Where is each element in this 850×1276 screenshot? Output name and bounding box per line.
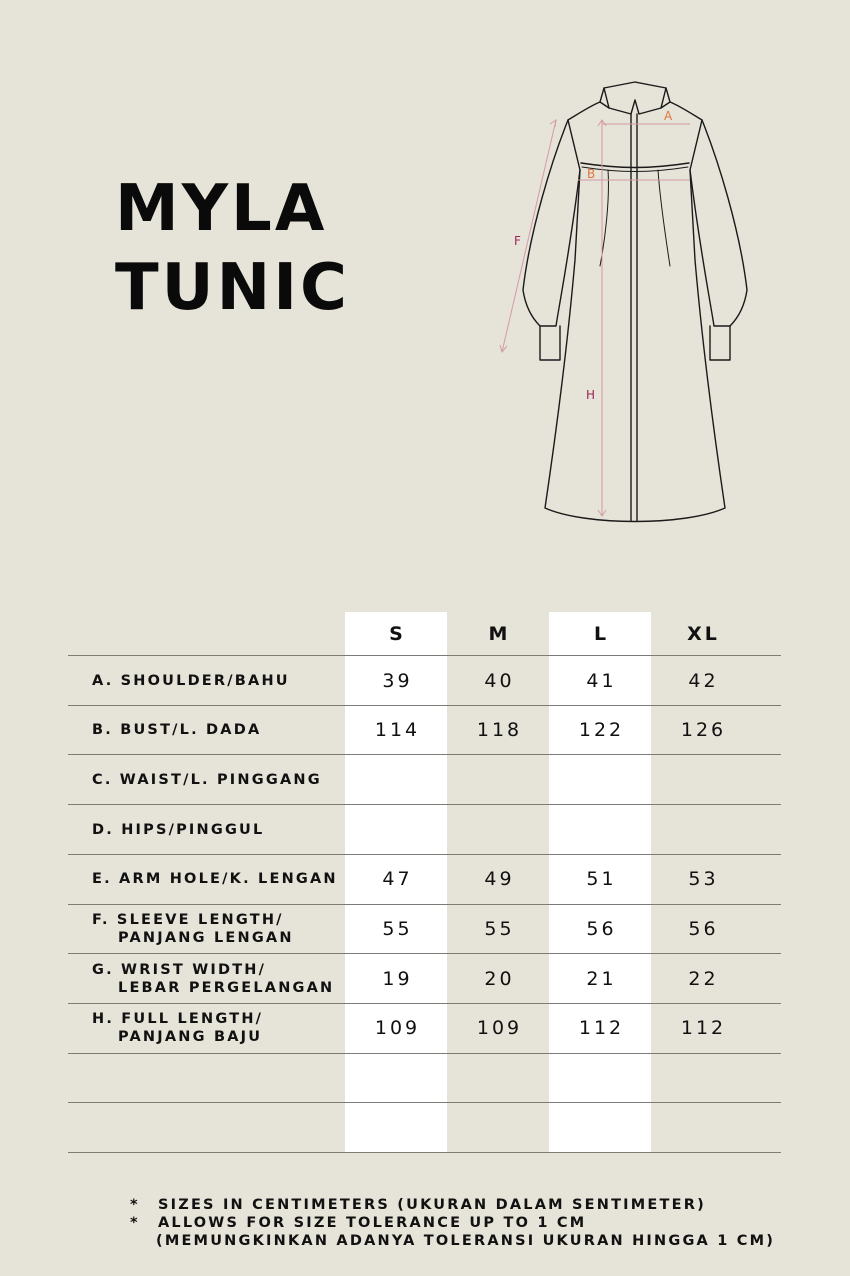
measurement-cell-m: 109 (476, 1017, 523, 1040)
measurement-cell-s: 55 (382, 918, 413, 940)
row-label-line-1: B. BUST/L. DADA (92, 722, 262, 739)
table-row (68, 1004, 781, 1053)
table-row (68, 954, 781, 1003)
table-row (68, 706, 781, 755)
table-row (68, 855, 781, 904)
title-line-1: MYLA (115, 172, 328, 246)
measurement-cell-m: 40 (484, 669, 515, 692)
measurement-cell-m: 55 (484, 918, 515, 940)
measurement-cell-l (549, 755, 651, 804)
measurement-cell-s: 114 (374, 719, 421, 742)
table-row (68, 755, 781, 804)
body-outline (545, 102, 725, 522)
measurement-cell-xl: 56 (688, 918, 719, 940)
measurement-cell-l (549, 1054, 651, 1103)
measurement-cell-s: 47 (382, 868, 413, 891)
tunic-diagram (490, 80, 760, 530)
measurement-cell-xl: 126 (680, 719, 727, 742)
note-bullet: * (130, 1215, 140, 1231)
note-units: SIZES IN CENTIMETERS (UKURAN DALAM SENTIMETER) (158, 1197, 706, 1213)
measurement-cell-l: 112 (578, 1017, 625, 1040)
note-tolerance-translation: (MEMUNGKINKAN ADANYA TOLERANSI UKURAN HINGGA 1 CM) (156, 1233, 776, 1249)
measurement-cell-s (345, 1054, 447, 1103)
measurement-cell-l: 41 (586, 669, 617, 692)
measurement-cell-s (345, 805, 447, 854)
measurement-cell-xl (651, 1054, 753, 1103)
measurement-cell-m (447, 1103, 549, 1152)
title-line-2: TUNIC (115, 251, 350, 325)
row-label-line-1: A. SHOULDER/BAHU (92, 672, 290, 689)
row-label (92, 954, 334, 1003)
measurement-cell-s: 109 (374, 1017, 421, 1040)
note-bullet: * (130, 1197, 140, 1213)
measurement-cell-xl (651, 755, 753, 804)
diagram-label-h: H (586, 388, 596, 402)
size-header-m: M (488, 623, 511, 645)
diagram-label-f: F (514, 234, 521, 248)
measurement-cell-s (345, 1103, 447, 1152)
measurement-cell-s (345, 755, 447, 804)
diagram-label-a: A (664, 109, 673, 123)
row-label-line-1: C. WAIST/L. PINGGANG (92, 771, 322, 788)
measurement-cell-xl (651, 805, 753, 854)
measurement-cell-l: 122 (578, 719, 625, 742)
measurement-cell-xl: 112 (680, 1017, 727, 1040)
size-header-l: L (593, 623, 610, 645)
measurement-cell-m: 49 (484, 868, 515, 891)
size-header-s: S (389, 623, 406, 645)
measurement-cell-m (447, 805, 549, 854)
measurement-cell-m: 20 (484, 967, 515, 990)
row-label-line-2: PANJANG LENGAN (118, 930, 294, 946)
row-label (92, 1004, 263, 1053)
measurement-cell-m (447, 755, 549, 804)
row-label (92, 805, 264, 854)
measurement-cell-xl: 22 (688, 967, 719, 990)
measurement-cell-l (549, 805, 651, 854)
row-label-line-1: E. ARM HOLE/K. LENGAN (92, 871, 338, 888)
row-label-line-1: D. HIPS/PINGGUL (92, 821, 265, 838)
product-title (115, 170, 350, 328)
table-row (68, 905, 781, 954)
row-label (92, 905, 294, 954)
size-chart-table (68, 612, 781, 1154)
measurement-cell-s: 19 (382, 967, 413, 990)
measurement-cell-xl (651, 1103, 753, 1152)
notes (130, 1196, 775, 1250)
table-row (68, 1103, 781, 1152)
row-label (92, 706, 261, 755)
diagram-label-b: B (587, 167, 596, 181)
size-header-xl: XL (687, 623, 720, 645)
measurement-cell-xl: 53 (688, 868, 719, 891)
row-label-line-2: PANJANG BAJU (118, 1029, 263, 1046)
row-label-line-1: H. FULL LENGTH/ (92, 1011, 264, 1028)
table-row (68, 805, 781, 854)
measurement-cell-s: 39 (382, 669, 413, 692)
row-label (92, 656, 290, 705)
row-label (92, 755, 322, 804)
divider (68, 1152, 781, 1153)
row-label (92, 855, 338, 904)
table-row (68, 1054, 781, 1103)
measurement-cell-l: 56 (586, 918, 617, 940)
row-label-line-1: F. SLEEVE LENGTH/ (92, 912, 284, 928)
measurement-cell-l (549, 1103, 651, 1152)
measurement-cell-m (447, 1054, 549, 1103)
measurement-cell-l: 51 (586, 868, 617, 891)
measurement-cell-m: 118 (476, 719, 523, 742)
row-label-line-2: LEBAR PERGELANGAN (118, 979, 335, 996)
table-row (68, 656, 781, 705)
measurement-cell-xl: 42 (688, 669, 719, 692)
collar-shape (604, 82, 666, 114)
measurement-cell-l: 21 (586, 967, 617, 990)
row-label-line-1: G. WRIST WIDTH/ (92, 961, 267, 978)
note-tolerance: ALLOWS FOR SIZE TOLERANCE UP TO 1 CM (158, 1215, 587, 1231)
